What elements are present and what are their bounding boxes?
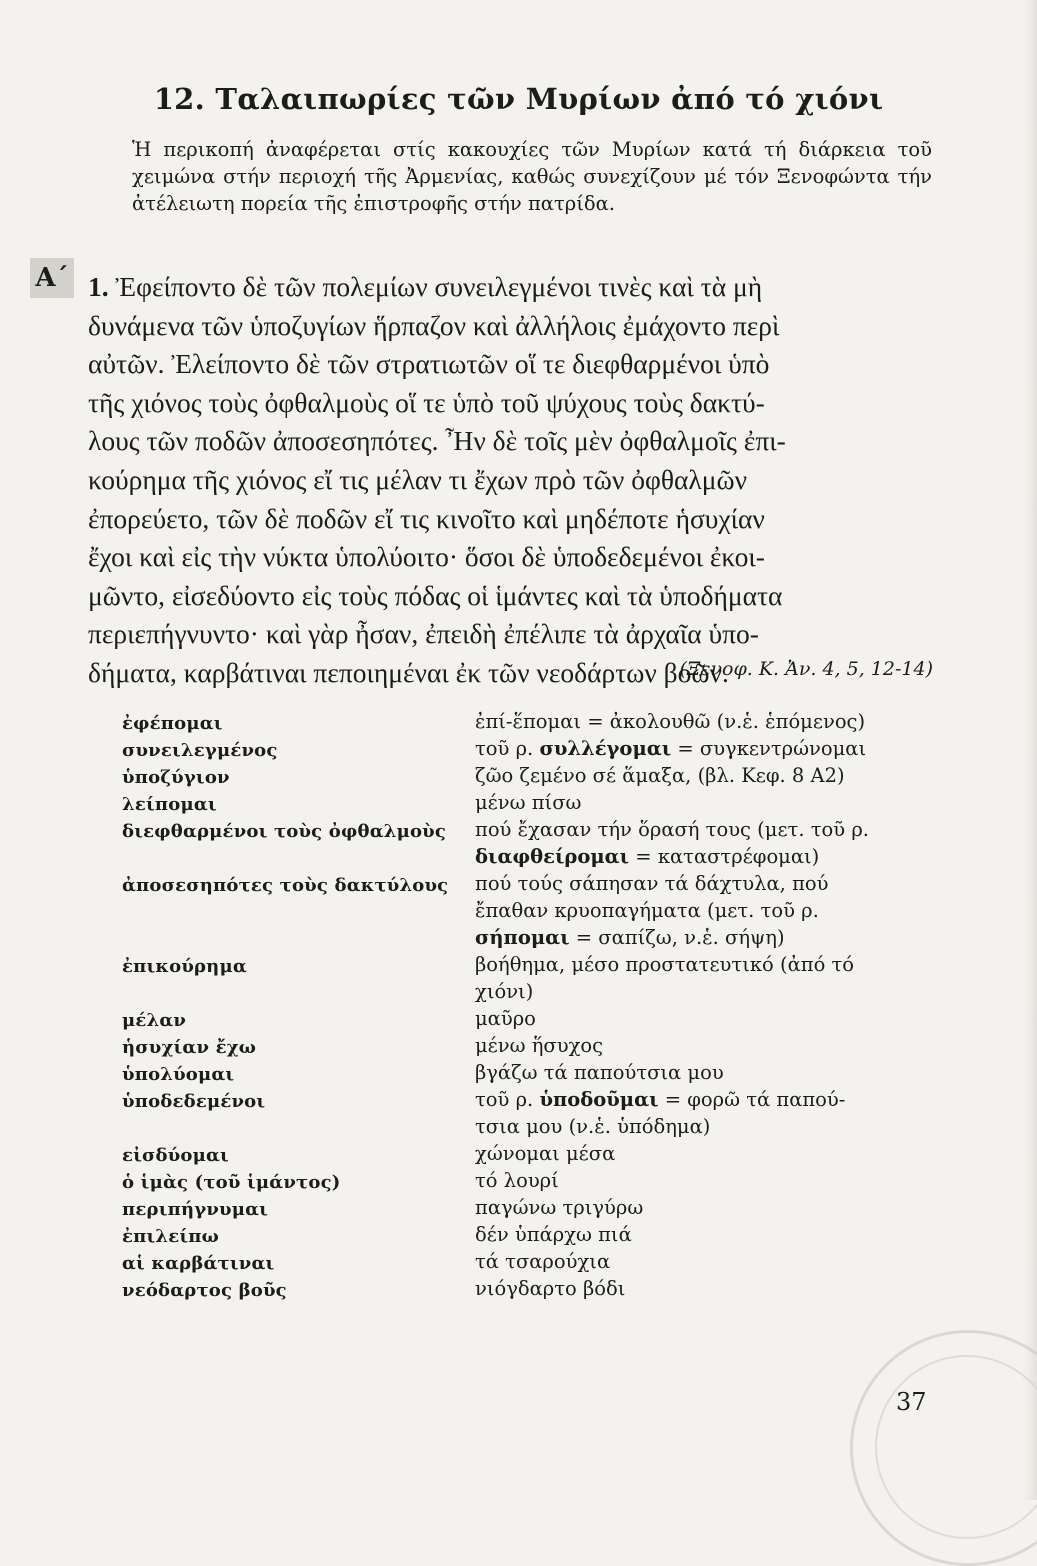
library-stamp [850, 1330, 1037, 1566]
library-stamp-ring [875, 1355, 1037, 1539]
passage-line: ἐπορεύετο, τῶν δὲ ποδῶν εἴ τις κινοῖτο καὶ μηδέποτε ἡσυχίαν [88, 502, 765, 534]
glossary-row [122, 1167, 937, 1194]
glossary-definition: βγάζω τά παπούτσια μου [475, 1061, 724, 1084]
glossary-row [122, 1059, 937, 1086]
glossary-definition: μένω πίσω [475, 791, 582, 814]
glossary-term: συνειλεγμένος [122, 740, 278, 761]
glossary-definition: βοήθημα, μέσο προστατευτικό (ἀπό τό χιόνι) [475, 953, 855, 1003]
page-edge-shadow [1023, 0, 1037, 1500]
glossary-term: ὁ ἱμὰς (τοῦ ἱμάντος) [122, 1172, 341, 1193]
glossary-row [122, 1194, 937, 1221]
glossary-row [122, 870, 937, 951]
glossary-term: ἀποσεσηπότες τοὺς δακτύλους [122, 875, 449, 896]
glossary-term: ἡσυχίαν ἔχω [122, 1037, 257, 1058]
glossary-row [122, 951, 937, 1005]
passage-source: (Ξενοφ. Κ. Ἀν. 4, 5, 12-14) [679, 658, 933, 680]
glossary-definition: μαῦρο [475, 1007, 536, 1030]
ancient-text-passage [88, 268, 933, 693]
glossary-row [122, 1221, 937, 1248]
passage-line: 1. Ἐφείποντο δὲ τῶν πολεμίων συνειλεγμένοι τινὲς καὶ τὰ μὴ [88, 271, 763, 302]
glossary-row [122, 708, 937, 735]
glossary-term: διεφθαρμένοι τοὺς ὀφθαλμοὺς [122, 821, 446, 842]
glossary-row [122, 1032, 937, 1059]
glossary-definition: μένω ἥσυχος [475, 1034, 604, 1057]
glossary-term: περιπήγνυμαι [122, 1199, 269, 1220]
glossary-term: λείπομαι [122, 794, 217, 815]
passage-line: περιεπήγνυντο· καὶ γὰρ ἦσαν, ἐπειδὴ ἐπέλιπε τὰ ἀρχαῖα ὑπο- [88, 618, 759, 650]
glossary-definition: τό λουρί [475, 1169, 559, 1192]
glossary-row [122, 1140, 937, 1167]
glossary-row [122, 1005, 937, 1032]
glossary-term: εἰσδύομαι [122, 1145, 229, 1166]
passage-line: δυνάμενα τῶν ὑποζυγίων ἥρπαζον καὶ ἀλλήλοις ἐμάχοντο περὶ [88, 309, 780, 341]
glossary-definition: ζῶο ζεμένο σέ ἅμαξα, (βλ. Κεφ. 8 Α2) [475, 764, 845, 787]
passage-line: δήματα, καρβάτιναι πεποιημέναι ἐκ τῶν νεοδάρτων βοῶν. [88, 656, 729, 688]
glossary-definition: τοῦ ρ. συλλέγομαι = συγκεντρώνομαι [475, 737, 867, 760]
paragraph-number: 1. [88, 271, 116, 302]
glossary-definition: νιόγδαρτο βόδι [475, 1277, 626, 1300]
glossary-definition: χώνομαι μέσα [475, 1142, 616, 1165]
page-number: 37 [896, 1388, 927, 1416]
passage-line: μῶντο, εἰσεδύοντο εἰς τοὺς πόδας οἱ ἱμάντες καὶ τὰ ὑποδήματα [88, 579, 783, 611]
glossary-row [122, 1248, 937, 1275]
passage-line: λους τῶν ποδῶν ἀποσεσηπότες. Ἦν δὲ τοῖς μὲν ὀφθαλμοῖς ἐπι- [88, 425, 786, 457]
glossary-definition: τά τσαρούχια [475, 1250, 611, 1273]
chapter-title: 12. Ταλαιπωρίες τῶν Μυρίων ἀπό τό χιόνι [153, 82, 884, 116]
glossary-term: νεόδαρτος βοῦς [122, 1280, 287, 1301]
glossary-row [122, 762, 937, 789]
glossary-definition: πού ἔχασαν τήν ὅρασή τους (μετ. τοῦ ρ. διαφθείρομαι = καταστρέφομαι) [475, 818, 869, 868]
glossary-definition: πού τούς σάπησαν τά δάχτυλα, πού ἔπαθαν κρυοπαγήματα (μετ. τοῦ ρ. σήπομαι = σαπίζω, ν.ἑ. σήψη) [475, 872, 829, 949]
glossary-term: ὑπολύομαι [122, 1064, 235, 1085]
passage-line: κούρημα τῆς χιόνος εἴ τις μέλαν τι ἔχων πρὸ τῶν ὀφθαλμῶν [88, 463, 748, 495]
glossary-row [122, 735, 937, 762]
passage-line: ἔχοι καὶ εἰς τὴν νύκτα ὑπολύοιτο· ὅσοι δὲ ὑποδεδεμένοι ἐκοι- [88, 541, 765, 573]
glossary-term: ἐφέπομαι [122, 713, 223, 734]
passage-line: τῆς χιόνος τοὺς ὀφθαλμοὺς οἵ τε ὑπὸ τοῦ ψύχους τοὺς δακτύ- [88, 386, 765, 418]
glossary-term: αἱ καρβάτιναι [122, 1253, 275, 1274]
glossary-term: ἐπικούρημα [122, 956, 247, 977]
glossary-row [122, 1275, 937, 1302]
glossary-term: ὑποζύγιον [122, 767, 230, 788]
glossary-term: ὑποδεδεμένοι [122, 1091, 266, 1112]
section-marker: Α΄ [30, 258, 74, 298]
passage-line: αὐτῶν. Ἐλείποντο δὲ τῶν στρατιωτῶν οἵ τε διεφθαρμένοι ὑπὸ [88, 348, 770, 380]
glossary-term: μέλαν [122, 1010, 187, 1031]
chapter-intro: Ἡ περικοπή ἀναφέρεται στίς κακουχίες τῶν Μυρίων κατά τή διάρκεια τοῦ χειμώνα στήν περιοχή τῆς Ἀρμενίας, καθώς συνεχίζουν μέ τόν Ξενοφώντα τήν ἀτέλειωτη πορεία τῆς ἐπιστροφῆς στήν πατρίδα. [132, 138, 932, 215]
glossary-definition: δέν ὑπάρχω πιά [475, 1223, 632, 1246]
glossary-definition: τοῦ ρ. ὑποδοῦμαι = φορῶ τά παπού- τσια μου (ν.ἑ. ὑπόδημα) [475, 1088, 846, 1138]
glossary-definition: παγώνω τριγύρω [475, 1196, 644, 1219]
glossary-row [122, 1086, 937, 1140]
glossary-definition: ἐπί-ἕπομαι = ἀκολουθῶ (ν.ἑ. ἑπόμενος) [475, 710, 866, 733]
glossary [122, 708, 937, 1302]
glossary-term: ἐπιλείπω [122, 1226, 220, 1247]
glossary-row [122, 816, 937, 870]
glossary-row [122, 789, 937, 816]
